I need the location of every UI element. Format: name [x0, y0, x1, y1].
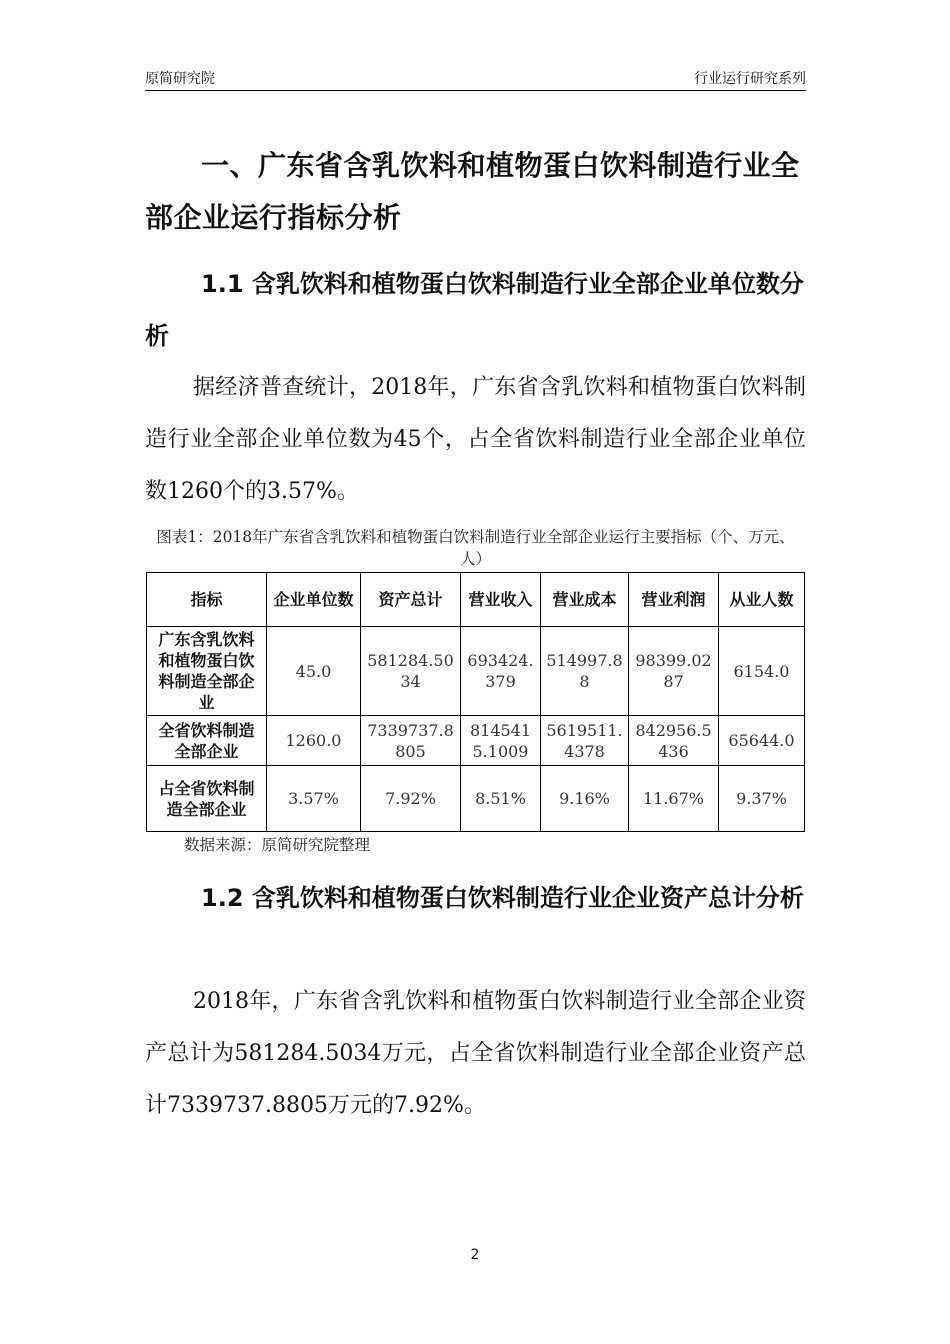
row-label: 全省饮料制造全部企业	[147, 716, 267, 766]
header-cell-cost: 营业成本	[541, 573, 629, 627]
page-number: 2	[470, 1247, 480, 1263]
section-1-heading: 一、广东省含乳饮料和植物蛋白饮料制造行业全部企业运行指标分析	[145, 149, 800, 234]
row-label: 广东含乳饮料和植物蛋白饮料制造全部企业	[147, 627, 267, 716]
table-cell: 693424.379	[461, 627, 541, 716]
table-cell: 8.51%	[461, 766, 541, 832]
table-cell: 5619511.4378	[541, 716, 629, 766]
section-1-2-heading: 1.2 含乳饮料和植物蛋白饮料制造行业企业资产总计分析	[201, 884, 804, 912]
table-cell: 3.57%	[267, 766, 361, 832]
table-cell: 8145415.1009	[461, 716, 541, 766]
table-cell: 11.67%	[629, 766, 719, 832]
table-cell: 98399.0287	[629, 627, 719, 716]
table-cell: 7.92%	[361, 766, 461, 832]
header-org-name: 原简研究院	[145, 71, 215, 87]
table-cell: 842956.5436	[629, 716, 719, 766]
page-header	[145, 64, 806, 91]
section-1-1-paragraph: 据经济普查统计，2018年，广东省含乳饮料和植物蛋白饮料制造行业全部企业单位数为45个，占全省饮料制造行业全部企业单位数1260个的3.57%。	[145, 375, 806, 504]
section-1-2-paragraph: 2018年，广东省含乳饮料和植物蛋白饮料制造行业全部企业资产总计为581284.5034万元，占全省饮料制造行业全部企业资产总计7339737.8805万元的7.92%。	[145, 989, 806, 1118]
header-cell-assets: 资产总计	[361, 573, 461, 627]
table-cell: 7339737.8805	[361, 716, 461, 766]
table-header-row	[147, 573, 805, 627]
header-series-name: 行业运行研究系列	[694, 71, 806, 87]
table-cell: 65644.0	[719, 716, 805, 766]
header-cell-units: 企业单位数	[267, 573, 361, 627]
table-cell: 9.37%	[719, 766, 805, 832]
indicator-table	[146, 572, 805, 832]
table-cell: 45.0	[267, 627, 361, 716]
table-cell: 581284.5034	[361, 627, 461, 716]
header-cell-revenue: 营业收入	[461, 573, 541, 627]
header-cell-indicator: 指标	[147, 573, 267, 627]
table-cell: 1260.0	[267, 716, 361, 766]
row-label: 占全省饮料制造全部企业	[147, 766, 267, 832]
header-cell-profit: 营业利润	[629, 573, 719, 627]
table-row	[147, 716, 805, 766]
section-1-1-heading: 1.1 含乳饮料和植物蛋白饮料制造行业全部企业单位数分析	[145, 270, 804, 350]
table-source-note: 数据来源：原简研究院整理	[184, 836, 371, 854]
table-row	[147, 627, 805, 716]
table-caption: 图表1：2018年广东省含乳饮料和植物蛋白饮料制造行业全部企业运行主要指标（个、万元、人）	[156, 528, 795, 568]
table-cell: 9.16%	[541, 766, 629, 832]
table-cell: 6154.0	[719, 627, 805, 716]
header-cell-employees: 从业人数	[719, 573, 805, 627]
table-cell: 514997.88	[541, 627, 629, 716]
table-row	[147, 766, 805, 832]
